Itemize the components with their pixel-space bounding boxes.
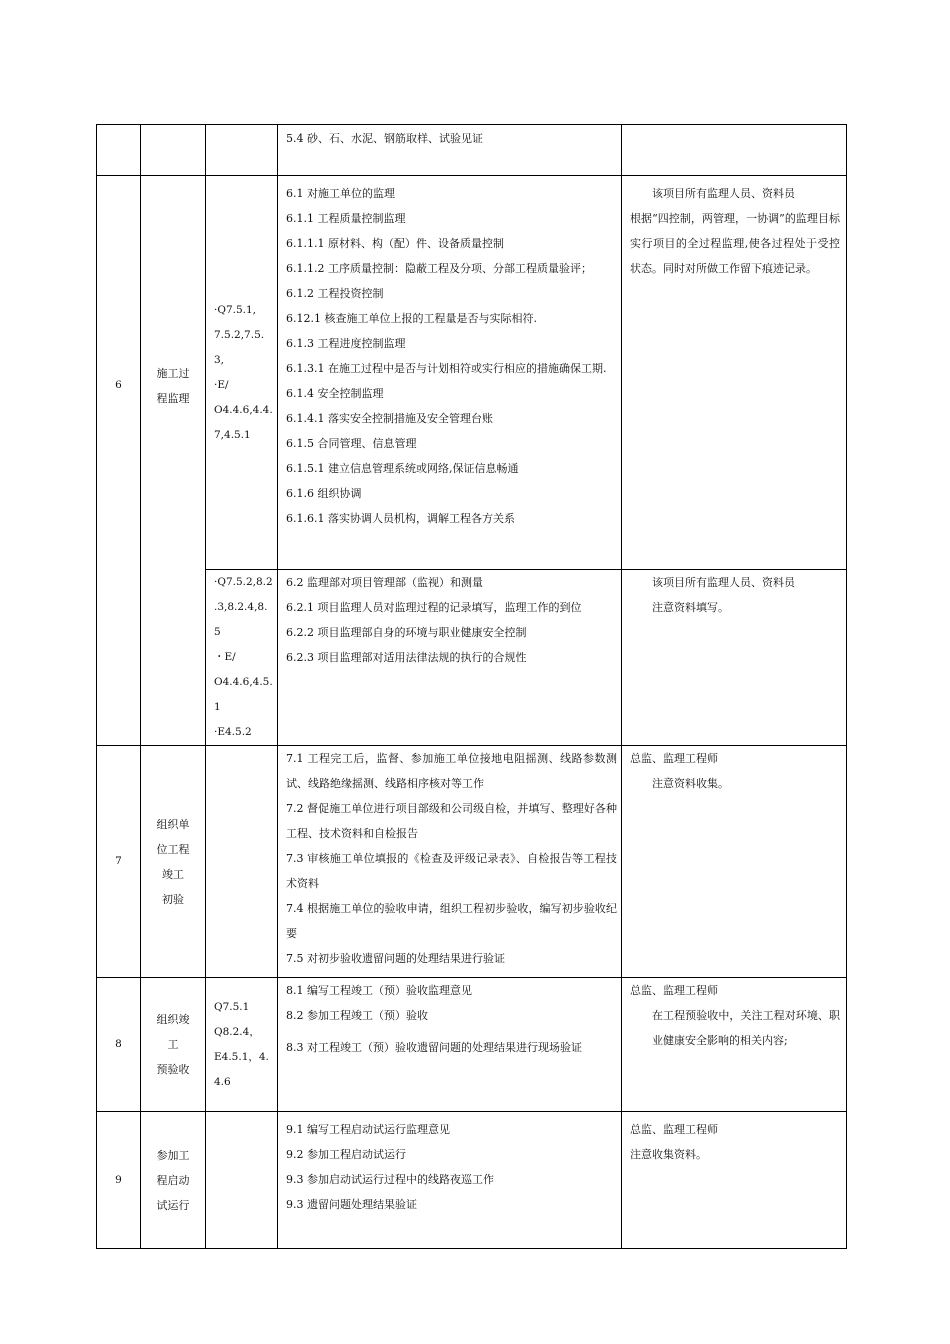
table-row xyxy=(97,570,847,746)
content-line: 6.1.3 工程进度控制监理 xyxy=(286,337,406,350)
row-name-cell xyxy=(141,1112,206,1249)
note-line: 注意收集资料。 xyxy=(630,1148,707,1161)
clause-line: E4.5.1，4. xyxy=(214,1050,269,1063)
content-line: 7.3 审核施工单位填报的《检查及评级记录表》、自检报告等工程技术资料 xyxy=(286,852,617,890)
clause-line: O4.4.6,4.5. xyxy=(214,676,273,688)
content-line: 6.12.1 核查施工单位上报的工程量是否与实际相符. xyxy=(286,312,537,325)
content-line: 6.2.2 项目监理部自身的环境与职业健康安全控制 xyxy=(286,626,527,639)
content-line: 6.1.1.1 原材料、构（配）件、设备质量控制 xyxy=(286,237,504,250)
row-content-cell xyxy=(278,746,622,978)
content-line: 9.3 参加启动试运行过程中的线路夜巡工作 xyxy=(286,1173,494,1186)
clause-line: ·Q7.5.1, xyxy=(214,303,256,316)
row-clause-cell xyxy=(206,570,278,746)
row-clause-cell xyxy=(206,1112,278,1249)
clause-line: O4.4.6,4.4. xyxy=(214,403,273,416)
note-line: 在工程预验收中，关注工程对环境、职业健康安全影响的相关内容; xyxy=(652,1009,840,1047)
clause-line: ・E/ xyxy=(214,651,236,663)
note-line: 注意资料收集。 xyxy=(652,777,729,790)
row-note-cell xyxy=(622,1112,847,1249)
content-line: 6.1.3.1 在施工过程中是否与计划相符或实行相应的措施确保工期. xyxy=(286,362,607,375)
table-row xyxy=(97,176,847,570)
content-line: 6.2.1 项目监理人员对监理过程的记录填写，监理工作的到位 xyxy=(286,601,582,614)
content-line: 7.2 督促施工单位进行项目部级和公司级自检，并填写、整理好各种工程、技术资料和自检报告 xyxy=(286,802,617,840)
clause-line: Q7.5.1 xyxy=(214,1000,250,1013)
table-row xyxy=(97,978,847,1112)
row-number-cell: 7 xyxy=(97,746,141,978)
row-name-cell xyxy=(141,176,206,746)
name-line: 组织单 xyxy=(156,817,190,831)
row-content-cell xyxy=(278,978,622,1112)
content-line: 6.1.5.1 建立信息管理系统或网络,保证信息畅通 xyxy=(286,462,519,475)
note-line: 注意资料填写。 xyxy=(652,601,729,614)
row-clause-cell xyxy=(206,978,278,1112)
supervision-table xyxy=(96,124,847,1249)
name-line: 组织竣 xyxy=(156,1013,190,1026)
note-line: 总监、监理工程师 xyxy=(630,1123,718,1136)
row-clause-cell xyxy=(206,125,278,176)
content-line: 6.1.2 工程投资控制 xyxy=(286,287,384,300)
row-content-cell xyxy=(278,1112,622,1249)
content-line: 6.1.4.1 落实安全控制措施及安全管理台账 xyxy=(286,412,493,425)
note-line: 总监、监理工程师 xyxy=(630,984,718,997)
note-line: 该项目所有监理人员、资料员 xyxy=(652,576,795,589)
name-line: 施工过 xyxy=(156,366,190,380)
name-line: 试运行 xyxy=(156,1198,190,1212)
name-line: 位工程 xyxy=(156,842,190,856)
clause-line: 7.5.2,7.5.3, xyxy=(214,328,265,366)
row-number-cell: 8 xyxy=(97,978,141,1112)
content-line: 9.1 编写工程启动试运行监理意见 xyxy=(286,1123,450,1136)
content-line: 8.3 对工程竣工（预）验收遗留问题的处理结果进行现场验证 xyxy=(286,1041,582,1054)
name-line: 程启动 xyxy=(156,1173,190,1187)
row-number-cell: 9 xyxy=(97,1112,141,1249)
row-note-cell xyxy=(622,125,847,176)
row-note-cell xyxy=(622,978,847,1112)
row-content-cell xyxy=(278,176,622,570)
content-line: 6.1.1.2 工序质量控制：隐蔽工程及分项、分部工程质量验评； xyxy=(286,262,592,275)
clause-line: ·E4.5.2 xyxy=(214,726,252,738)
name-line: 竣工 xyxy=(162,867,184,881)
row-number-cell xyxy=(97,125,141,176)
content-line: 9.3 遗留问题处理结果验证 xyxy=(286,1198,417,1211)
row-clause-cell xyxy=(206,176,278,570)
content-line: 5.4 砂、石、水泥、钢筋取样、试验见证 xyxy=(286,132,483,145)
supervision-table-wrapper xyxy=(96,124,846,1249)
clause-line: 1 xyxy=(214,701,221,713)
note-line: 根据“四控制，两管理，一协调”的监理目标实行项目的全过程监理,使各过程处于受控状态。同时对所做工作留下痕迹记录。 xyxy=(630,212,840,275)
row-clause-cell xyxy=(206,746,278,978)
content-line: 8.1 编写工程竣工（预）验收监理意见 xyxy=(286,984,472,997)
note-line: 该项目所有监理人员、资料员 xyxy=(652,187,795,200)
row-name-cell xyxy=(141,746,206,978)
table-row xyxy=(97,1112,847,1249)
note-line: 总监、监理工程师 xyxy=(630,752,718,765)
clause-line: 4.6 xyxy=(214,1075,231,1088)
clause-line: ·Q7.5.2,8.2 xyxy=(214,576,273,588)
clause-line: 7,4.5.1 xyxy=(214,428,251,441)
name-line: 预验收 xyxy=(156,1063,190,1076)
table-row xyxy=(97,125,847,176)
row-content-cell xyxy=(278,570,622,746)
content-line: 6.2 监理部对项目管理部（监视）和测量 xyxy=(286,576,483,589)
row-number-cell: 6 xyxy=(97,176,141,746)
row-name-cell xyxy=(141,125,206,176)
content-line: 6.1.4 安全控制监理 xyxy=(286,387,384,400)
row-note-cell xyxy=(622,176,847,570)
content-line: 7.5 对初步验收遗留问题的处理结果进行验证 xyxy=(286,952,505,965)
row-note-cell xyxy=(622,746,847,978)
content-line: 6.1.6 组织协调 xyxy=(286,487,362,500)
name-line: 参加工 xyxy=(156,1148,190,1162)
content-line: 6.1.6.1 落实协调人员机构，调解工程各方关系 xyxy=(286,512,515,525)
clause-line: ·E/ xyxy=(214,378,229,391)
content-line: 6.1 对施工单位的监理 xyxy=(286,187,395,200)
row-note-cell xyxy=(622,570,847,746)
clause-line: .3,8.2.4,8.5 xyxy=(214,601,268,638)
content-line: 6.1.1 工程质量控制监理 xyxy=(286,212,406,225)
row-name-cell xyxy=(141,978,206,1112)
name-line: 工 xyxy=(167,1038,179,1051)
name-line: 初验 xyxy=(162,892,184,906)
content-line: 7.1 工程完工后，监督、参加施工单位接地电阻摇测、线路参数测试、线路绝缘摇测、线路相序核对等工作 xyxy=(286,752,617,790)
row-content-cell xyxy=(278,125,622,176)
name-line: 程监理 xyxy=(156,391,190,405)
content-line: 7.4 根据施工单位的验收申请，组织工程初步验收，编写初步验收纪要 xyxy=(286,902,617,940)
content-line: 6.2.3 项目监理部对适用法律法规的执行的合规性 xyxy=(286,651,527,664)
content-line: 8.2 参加工程竣工（预）验收 xyxy=(286,1009,428,1022)
table-row xyxy=(97,746,847,978)
clause-line: Q8.2.4， xyxy=(214,1025,260,1038)
content-line: 9.2 参加工程启动试运行 xyxy=(286,1148,406,1161)
content-line: 6.1.5 合同管理、信息管理 xyxy=(286,437,417,450)
